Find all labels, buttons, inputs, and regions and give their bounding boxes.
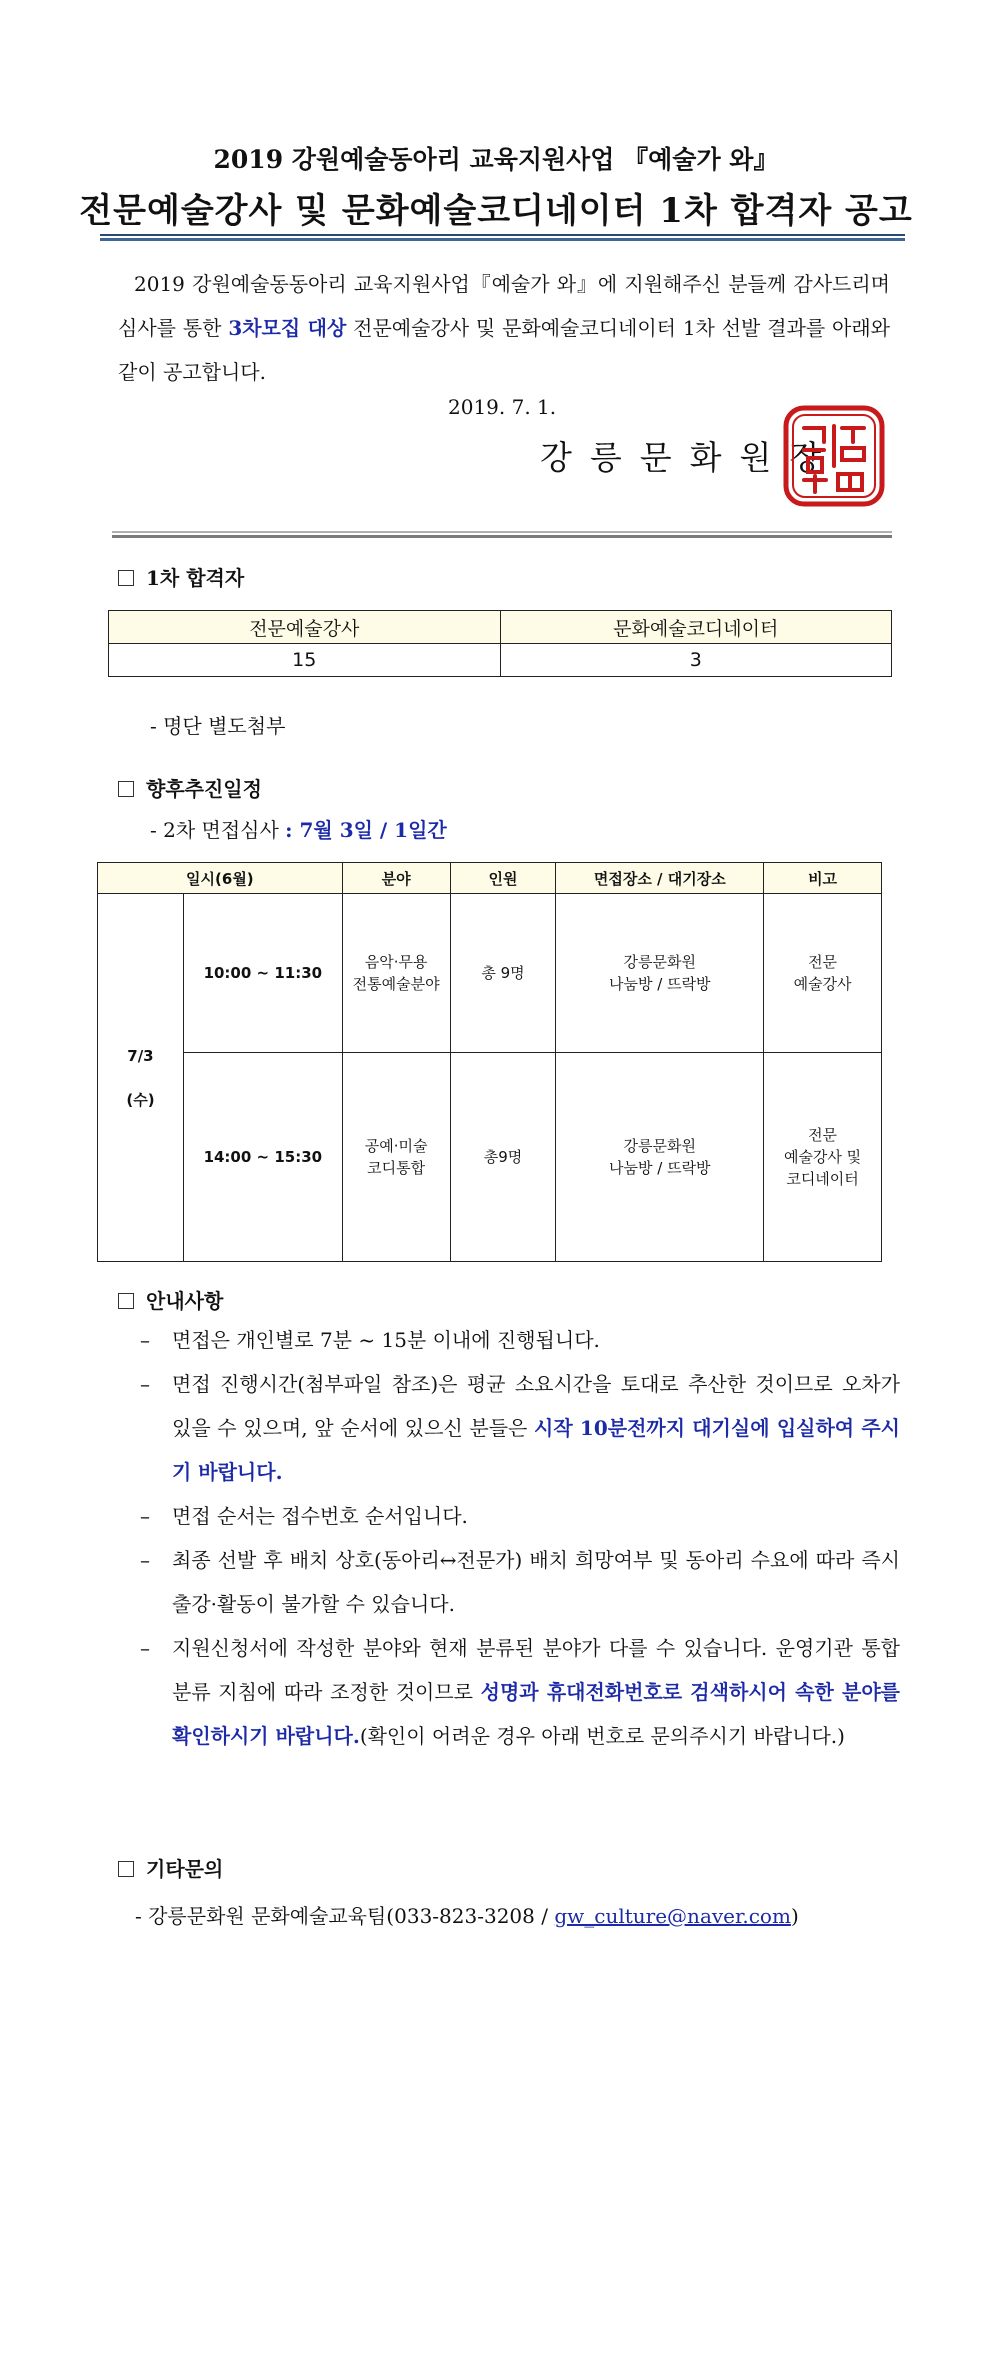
organization-name: 강릉문화원장 [540, 438, 840, 477]
interview-schedule-line: - 2차 면접심사 : 7월 3일 / 1일간 [150, 818, 447, 842]
column-header: 일시(6월) [98, 863, 343, 894]
table-header-row [98, 863, 882, 894]
list-item: – 면접은 개인별로 7분 ~ 15분 이내에 진행됩니다. [140, 1328, 600, 1352]
section-heading-passed: 1차 합격자 [118, 562, 244, 591]
document-title: 전문예술강사 및 문화예술코디네이터 1차 합격자 공고 [79, 191, 913, 231]
note-cell: 전문 예술강사 [764, 894, 882, 1053]
intro-text-end: 전문예술강사 및 문화예술코디네이터 1차 선발 결과를 아래와 같이 공고합니다. [118, 316, 890, 384]
checkbox-bullet-icon [118, 1861, 134, 1877]
date-cell: 7/3 (수) [98, 894, 184, 1262]
email-link[interactable]: gw_culture@naver.com [554, 1904, 791, 1928]
interview-schedule-table [97, 862, 882, 1262]
guide-highlight: 성명과 휴대전화번호로 검색하시어 속한 분야를 확인하시기 바랍니다. [172, 1680, 900, 1748]
title-underline-thick [100, 238, 905, 241]
table-row [109, 644, 892, 677]
column-header: 인원 [450, 863, 556, 894]
checkbox-bullet-icon [118, 570, 134, 586]
table-cell: 15 [109, 644, 501, 677]
checkbox-bullet-icon [118, 781, 134, 797]
column-header: 전문예술강사 [109, 611, 501, 644]
list-item: – 면접 진행시간(첨부파일 참조)은 평균 소요시간을 토대로 추산한 것이므로 오차가 있을 수 있으며, 앞 순서에 있으신 분들은 시작 10분전까지 대기실에 입실하여 주시기 바랍니다. [140, 1372, 900, 1484]
list-item: – 지원신청서에 작성한 분야와 현재 분류된 분야가 다를 수 있습니다. 운영기관 통합 분류 지침에 따라 조정한 것이므로 성명과 휴대전화번호로 검색하시어 속한 분야를 확인하시기 바랍니다.(확인이 어려운 경우 아래 번호로 문의주시기 바랍니다.) [140, 1636, 900, 1748]
field-cell: 음악·무용 전통예술분야 [342, 894, 450, 1053]
contact-line: - 강릉문화원 문화예술교육팀(033-823-3208 / gw_culture@naver.com) [135, 1904, 799, 1928]
announcement-date: 2019. 7. 1. [448, 395, 557, 419]
section-heading-guide: 안내사항 [118, 1285, 223, 1314]
column-header: 비고 [764, 863, 882, 894]
section-heading-contact: 기타문의 [118, 1853, 223, 1882]
section-divider [112, 531, 892, 533]
table-row [98, 1053, 882, 1262]
list-item: – 면접 순서는 접수번호 순서입니다. [140, 1504, 468, 1528]
intro-text: 2019 강원예술동동아리 교육지원사업『예술가 와』에 지원해주신 분들께 감사드리며 심사를 통한 [118, 272, 890, 340]
table-header-row [109, 611, 892, 644]
count-cell: 총9명 [450, 1053, 556, 1262]
guide-list [140, 1318, 900, 1758]
roster-note: - 명단 별도첨부 [150, 714, 286, 738]
guide-highlight: 시작 10분전까지 대기실에 입실하여 주시기 바랍니다. [172, 1416, 900, 1484]
count-cell: 총 9명 [450, 894, 556, 1053]
note-cell: 전문 예술강사 및 코디네이터 [764, 1053, 882, 1262]
time-cell: 14:00 ~ 15:30 [183, 1053, 342, 1262]
column-header: 면접장소 / 대기장소 [556, 863, 764, 894]
table-cell: 3 [500, 644, 892, 677]
section-heading-schedule: 향후추진일정 [118, 773, 262, 802]
section-divider-thick [112, 535, 892, 538]
checkbox-bullet-icon [118, 1293, 134, 1309]
document-subtitle: 2019 강원예술동아리 교육지원사업 『예술가 와』 [213, 145, 779, 174]
intro-paragraph [118, 262, 890, 394]
column-header: 분야 [342, 863, 450, 894]
list-item: – 최종 선발 후 배치 상호(동아리↔전문가) 배치 희망여부 및 동아리 수요에 따라 즉시 출강·활동이 불가할 수 있습니다. [140, 1548, 900, 1616]
time-cell: 10:00 ~ 11:30 [183, 894, 342, 1053]
table-row [98, 894, 882, 1053]
field-cell: 공예·미술 코디통합 [342, 1053, 450, 1262]
official-seal [782, 404, 886, 508]
place-cell: 강릉문화원 나눔방 / 뜨락방 [556, 1053, 764, 1262]
title-underline [100, 234, 905, 236]
column-header: 문화예술코디네이터 [500, 611, 892, 644]
intro-highlight: 3차모집 대상 [228, 316, 347, 340]
place-cell: 강릉문화원 나눔방 / 뜨락방 [556, 894, 764, 1053]
passed-count-table [108, 610, 892, 677]
interview-date-highlight: : 7월 3일 / 1일간 [285, 818, 447, 842]
